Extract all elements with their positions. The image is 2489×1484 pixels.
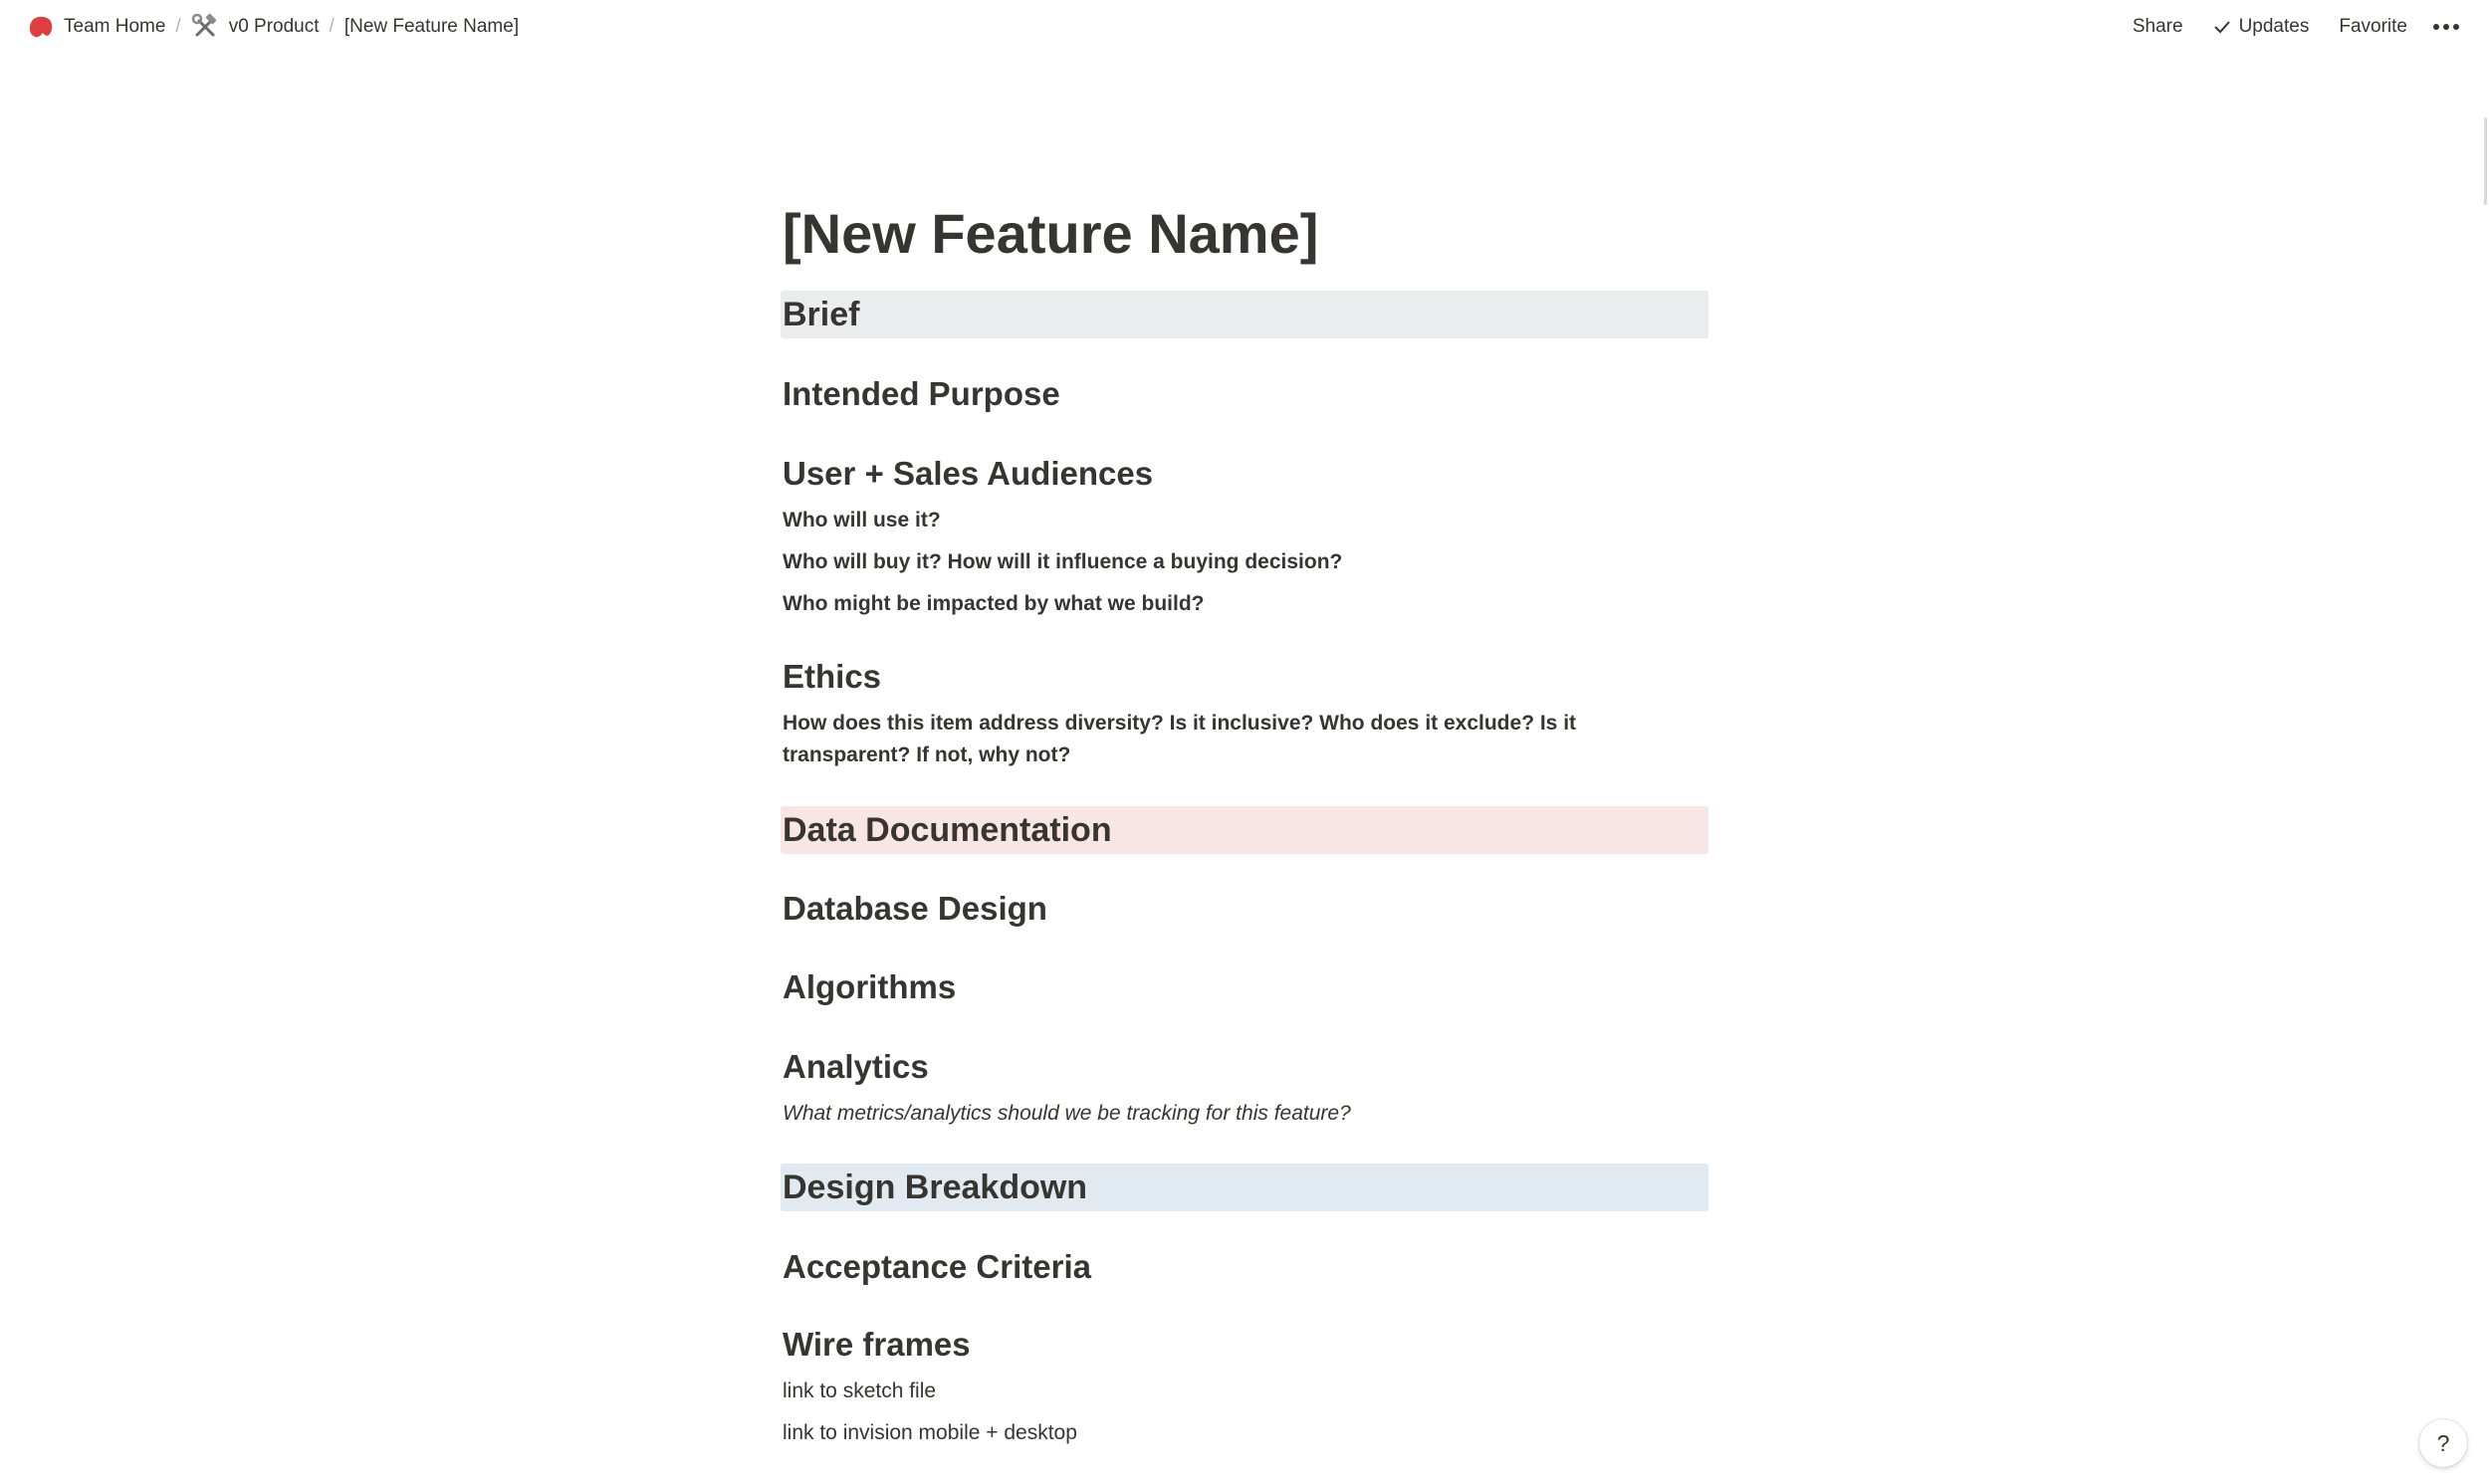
check-icon	[2213, 18, 2231, 36]
heading-data-documentation[interactable]: Data Documentation	[781, 806, 1708, 854]
favorite-label: Favorite	[2339, 16, 2407, 37]
team-logo-icon	[28, 15, 54, 39]
page-title[interactable]: [New Feature Name]	[783, 202, 1319, 265]
breadcrumb-current-page[interactable]	[339, 12, 525, 42]
question-who-will-use[interactable]: Who will use it?	[783, 509, 941, 531]
breadcrumb-v0-product[interactable]	[185, 9, 326, 45]
heading-brief[interactable]: Brief	[781, 291, 1708, 338]
share-label: Share	[2132, 16, 2183, 37]
heading-algorithms[interactable]: Algorithms	[783, 968, 957, 1005]
topbar-actions	[2121, 10, 2467, 44]
breadcrumb-team-home[interactable]	[22, 11, 171, 43]
updates-button[interactable]	[2201, 10, 2322, 44]
updates-label: Updates	[2238, 16, 2310, 37]
breadcrumb-separator: /	[329, 16, 335, 37]
hammer-wrench-icon	[191, 13, 219, 41]
heading-analytics[interactable]: Analytics	[783, 1048, 929, 1085]
heading-user-sales-audiences[interactable]: User + Sales Audiences	[783, 455, 1154, 492]
breadcrumb	[22, 9, 525, 45]
question-ethics[interactable]: How does this item address diversity? Is it inclusive? Who does it exclude? Is it transparent? If not, why not?	[783, 712, 1577, 766]
heading-design-breakdown[interactable]: Design Breakdown	[781, 1164, 1708, 1211]
heading-database-design[interactable]: Database Design	[783, 890, 1047, 927]
help-button[interactable]	[2419, 1419, 2467, 1467]
link-invision[interactable]: link to invision mobile + desktop	[783, 1421, 1077, 1444]
heading-ethics[interactable]: Ethics	[783, 658, 882, 695]
breadcrumb-label: [New Feature Name]	[343, 16, 520, 37]
question-who-impacted[interactable]: Who might be impacted by what we build?	[783, 592, 1205, 615]
analytics-prompt[interactable]: What metrics/analytics should we be tracking for this feature?	[783, 1102, 1351, 1125]
help-icon: ?	[2436, 1429, 2450, 1456]
link-sketch-file[interactable]: link to sketch file	[783, 1379, 937, 1402]
heading-acceptance-criteria[interactable]: Acceptance Criteria	[783, 1248, 1091, 1285]
breadcrumb-label: v0 Product	[228, 16, 320, 37]
scrollbar-thumb[interactable]	[2484, 117, 2487, 205]
heading-intended-purpose[interactable]: Intended Purpose	[783, 375, 1060, 412]
breadcrumb-label: Team Home	[64, 16, 166, 37]
share-button[interactable]	[2121, 10, 2195, 44]
breadcrumb-separator: /	[175, 16, 181, 37]
heading-wire-frames[interactable]: Wire frames	[783, 1326, 971, 1363]
favorite-button[interactable]	[2327, 10, 2419, 44]
top-bar	[0, 0, 2489, 54]
question-who-will-buy[interactable]: Who will buy it? How will it influence a buying decision?	[783, 550, 1343, 573]
more-options-icon[interactable]	[2425, 18, 2467, 36]
